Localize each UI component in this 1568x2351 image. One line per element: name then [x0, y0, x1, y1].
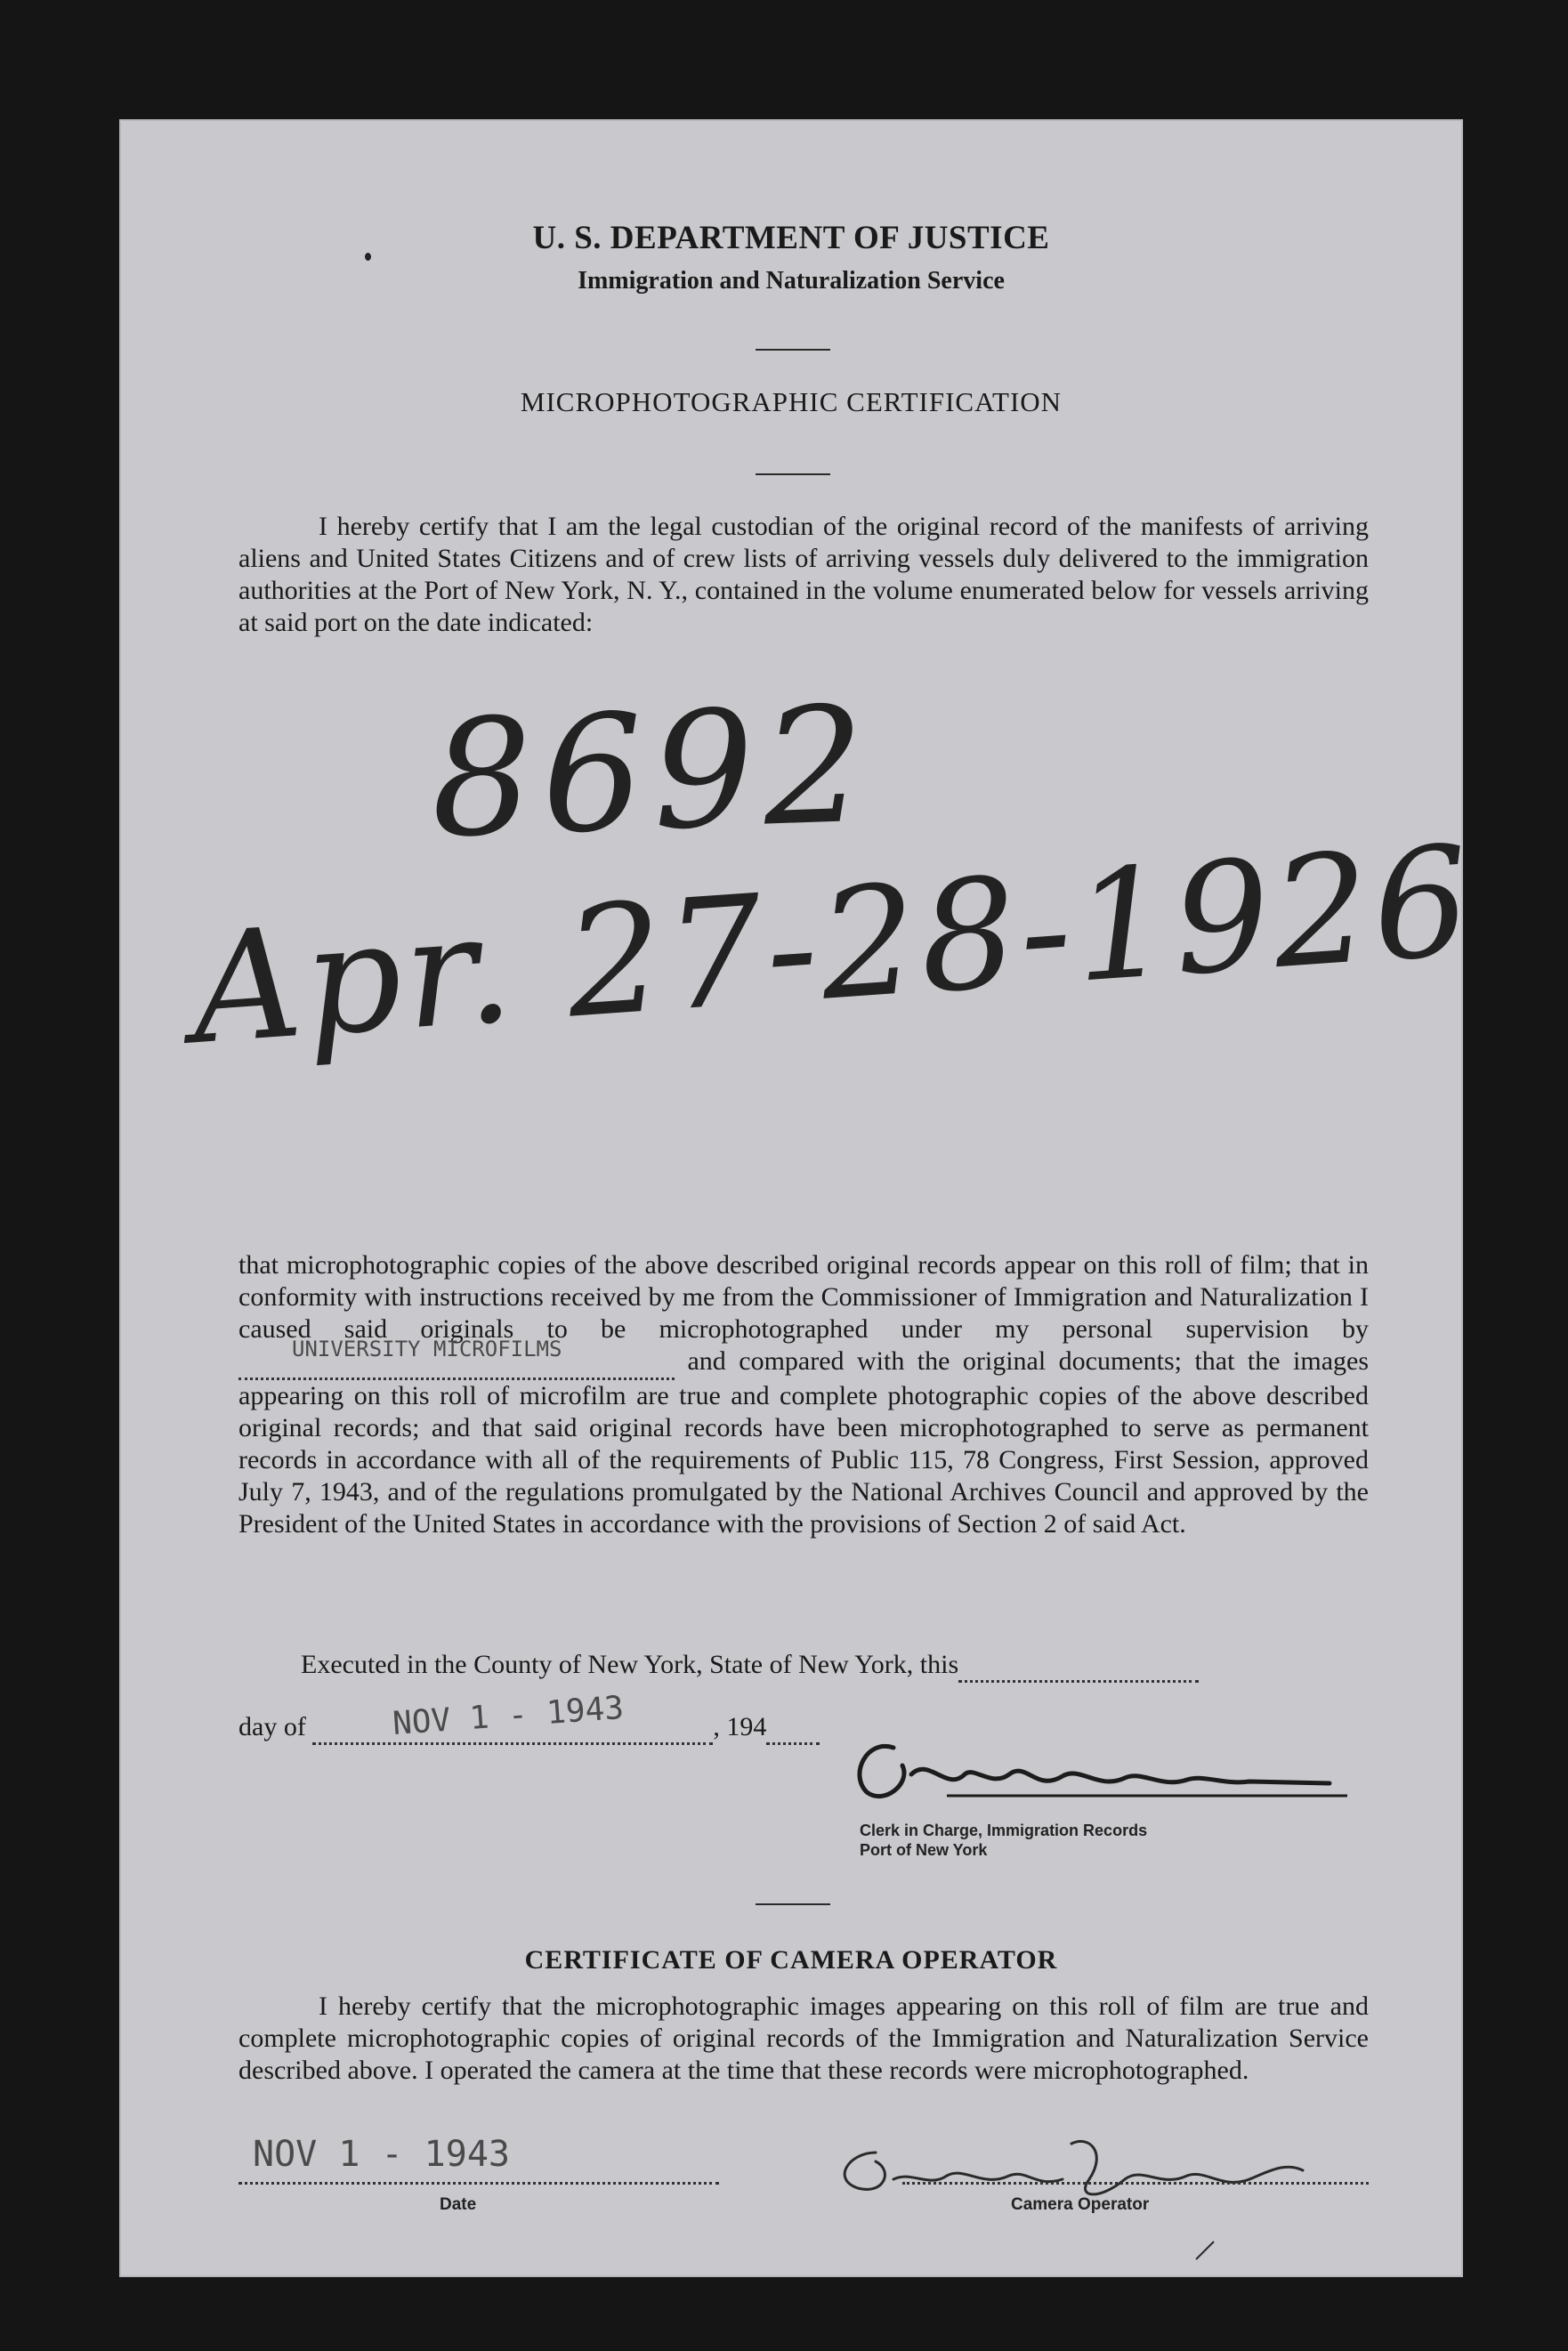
camera-operator-label: Camera Operator [1011, 2195, 1150, 2214]
day-of-line [238, 1689, 820, 1745]
year-field [766, 1712, 820, 1745]
day-of-label: day of [238, 1712, 306, 1741]
operator-date-stamp: NOV 1 - 1943 [253, 2134, 510, 2175]
certification-title: MICROPHOTOGRAPHIC CERTIFICATION [520, 386, 1063, 417]
service-heading: Immigration and Naturalization Service [578, 267, 1005, 295]
divider-rule [756, 473, 830, 475]
clerk-title-line1: Clerk in Charge, Immigration Records [860, 1822, 1148, 1839]
handwritten-arrival-date: Apr. 27-28-1926 [185, 812, 1479, 1079]
paragraph-text-before: that microphotographic copies of the above described original records appear on this roll of film; that in conformity with instructions received by me from the Commissioner of Immigration and Naturalization I caused said originals to be microphotographed under my personal supervision by [238, 1250, 1369, 1344]
camera-operator-signature [804, 2117, 1427, 2268]
clerk-signature [813, 1721, 1454, 1819]
executed-line [301, 1650, 1199, 1683]
divider-rule [756, 1903, 830, 1905]
executed-text: Executed in the County of New York, State of New York, this [301, 1650, 959, 1679]
clerk-title-line2: Port of New York [860, 1841, 988, 1859]
camera-operator-paragraph: I hereby certify that the microphotographic images appearing on this roll of film are true and complete microphotographic copies of original records of the Immigration and Naturalization Service described above. I operated the camera at the time that these records were microphotographed. [238, 1991, 1369, 2085]
microphotographic-paragraph [238, 1249, 1369, 1540]
department-heading: U. S. DEPARTMENT OF JUSTICE [532, 220, 1050, 256]
date-label: Date [440, 2195, 477, 2214]
day-field [958, 1650, 1199, 1683]
custodian-paragraph: I hereby certify that I am the legal custodian of the original record of the manifests of arriving aliens and United States Citizens and of crew lists of arriving vessels duly delivered to the immigration authorities at the Port of New York, N. Y., contained in the volume enumerated below for vessels arriving at said port on the date indicated: [238, 512, 1369, 637]
divider-rule [756, 349, 830, 351]
certificate-page [119, 119, 1479, 2277]
microfilm-company-stamp: UNIVERSITY MICROFILMS [292, 1337, 562, 1361]
date-stamp: NOV 1 - 1943 [392, 1689, 626, 1743]
supervisor-field [238, 1337, 675, 1380]
date-line [238, 2182, 719, 2185]
operator-signature-line [902, 2182, 1369, 2185]
month-field [312, 1689, 713, 1745]
handwritten-volume-number: 8692 [427, 672, 877, 874]
clerk-title [860, 1821, 1147, 1860]
camera-operator-heading: CERTIFICATE OF CAMERA OPERATOR [524, 1945, 1058, 1975]
year-prefix: , 194 [713, 1712, 767, 1741]
paragraph-text-after: and compared with the original documents; that the images appearing on this roll of microfilm are true and complete photographic copies of the above described original records; and that said original records have been microphotographed to serve as permanent records in accordance with all of the requirements of Public 115, 78 Congress, First Session, approved July 7, 1943, and of the regulations promulgated by the National Archives Council and approved by the President of the United States in accordance with the provisions of Section 2 of said Act. [238, 1346, 1369, 1539]
